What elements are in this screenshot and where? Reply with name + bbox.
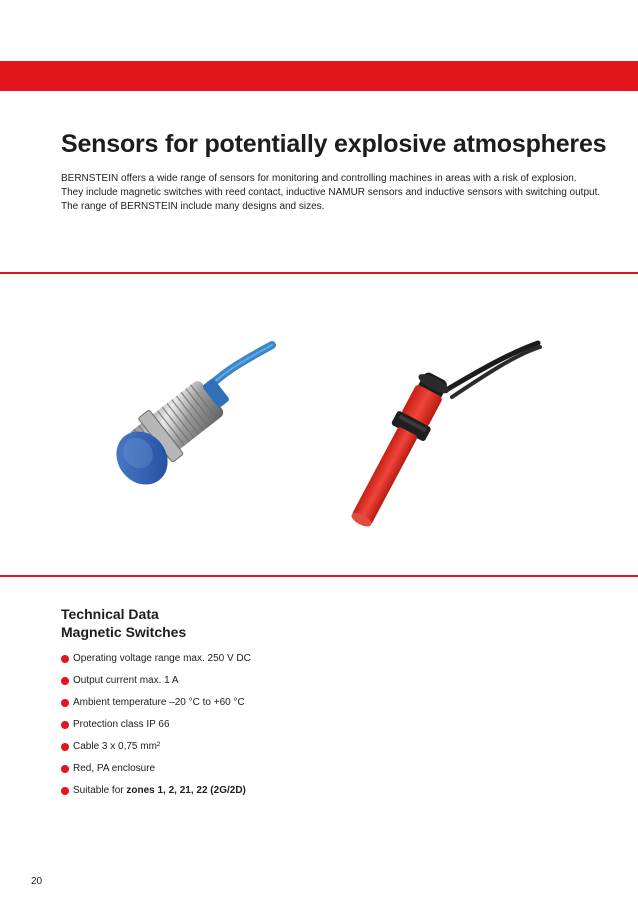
bullet-dot-icon (61, 721, 69, 729)
feature-item (61, 674, 251, 696)
intro-line-1: BERNSTEIN offers a wide range of sensors for monitoring and controlling machines in areas with a risk of explosion. (61, 173, 577, 184)
intro-line-3: The range of BERNSTEIN include many designs and sizes. (61, 201, 325, 212)
technical-heading-line-1: Technical Data (61, 606, 159, 622)
bullet-dot-icon (61, 677, 69, 685)
bullet-dot-icon (61, 765, 69, 773)
bullet-dot-icon (61, 787, 69, 795)
feature-item (61, 740, 251, 762)
feature-text: Output current max. 1 A (73, 675, 179, 686)
feature-text: Ambient temperature –20 °C to +60 °C (73, 697, 245, 708)
page-number: 20 (31, 876, 43, 887)
technical-data-heading (61, 605, 186, 641)
product-photo (0, 275, 638, 575)
magnetic-switch-illustration (342, 343, 540, 533)
feature-text: Protection class IP 66 (73, 719, 170, 730)
divider-bottom (0, 575, 638, 577)
bullet-dot-icon (61, 655, 69, 663)
bullet-dot-icon (61, 743, 69, 751)
page-title: Sensors for potentially explosive atmospheres (61, 130, 607, 158)
feature-item (61, 696, 251, 718)
feature-item (61, 718, 251, 740)
zones-prefix: Suitable for (73, 785, 127, 796)
feature-text: Cable 3 x 0,75 mm² (73, 741, 161, 752)
intro-text (61, 172, 621, 214)
zones-value: zones 1, 2, 21, 22 (2G/2D) (126, 785, 246, 796)
inductive-sensor-illustration (106, 345, 272, 495)
feature-item (61, 652, 251, 674)
bullet-dot-icon (61, 699, 69, 707)
feature-list (61, 652, 251, 806)
feature-item-zones (61, 784, 251, 806)
feature-text: Operating voltage range max. 250 V DC (73, 653, 251, 664)
technical-heading-line-2: Magnetic Switches (61, 624, 187, 640)
feature-text: Red, PA enclosure (73, 763, 156, 774)
divider-top (0, 272, 638, 274)
intro-line-2: They include magnetic switches with reed contact, inductive NAMUR sensors and inductive sensors with switching output. (61, 187, 601, 198)
feature-item (61, 762, 251, 784)
header-red-band (0, 61, 638, 91)
